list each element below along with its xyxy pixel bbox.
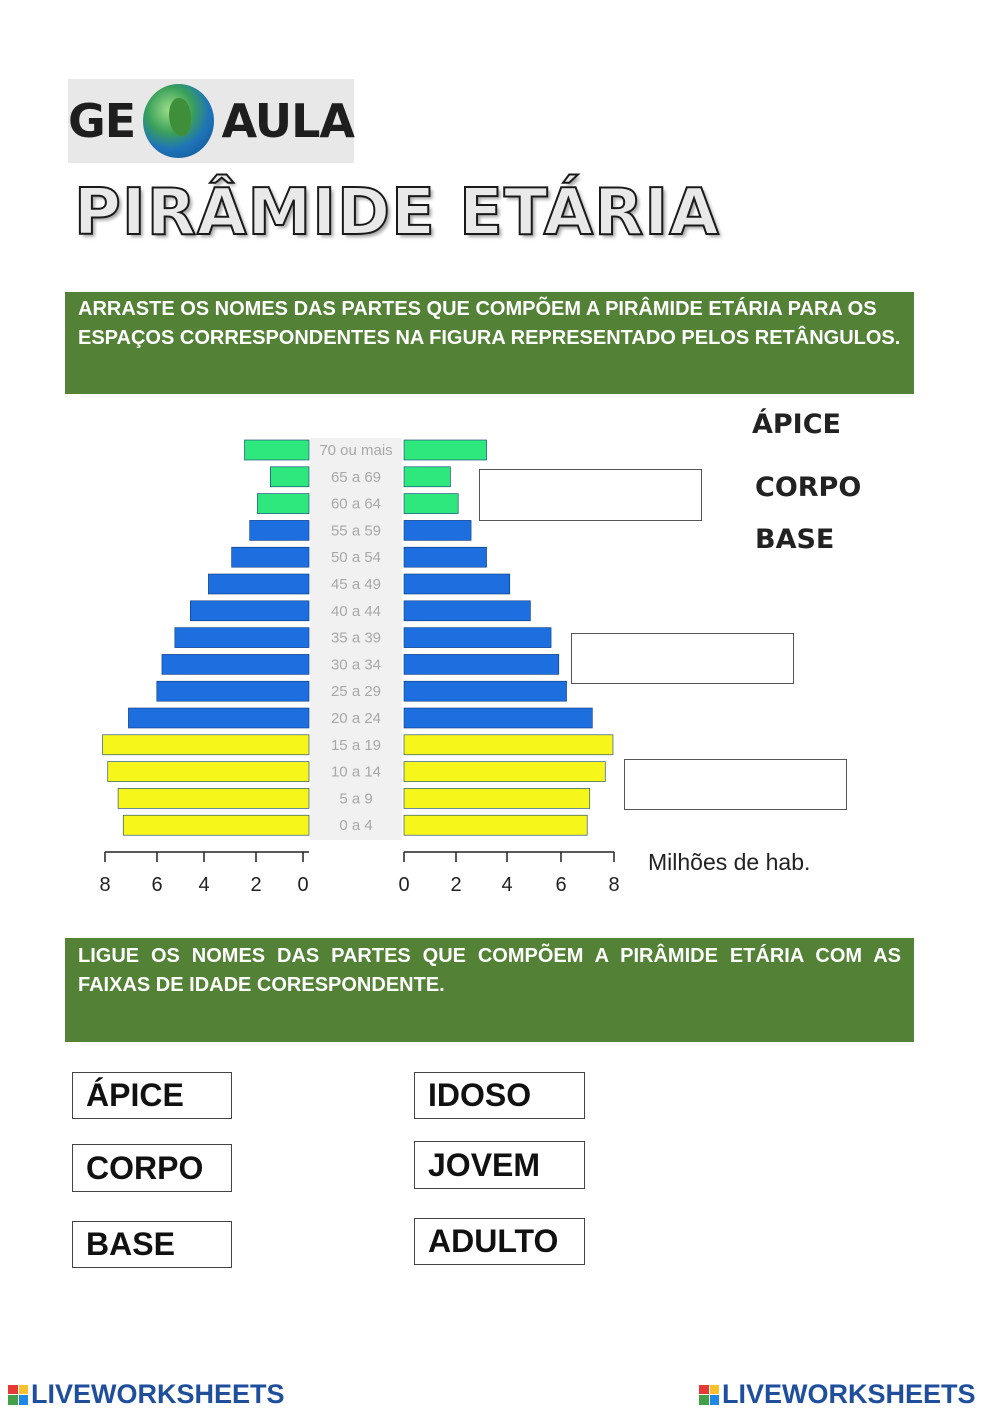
bar-right [404, 547, 487, 567]
bar-left [208, 574, 309, 594]
age-group-label: 35 a 39 [330, 629, 382, 647]
logo-right-text: AULA [221, 94, 354, 148]
bar-right [404, 654, 559, 674]
brand-text-right: LIVEWORKSHEETS [722, 1379, 976, 1409]
match-left-corpo[interactable]: CORPO [72, 1144, 232, 1192]
logo-left-text: GE [68, 94, 136, 148]
x-tick-label-right: 6 [555, 874, 567, 896]
bar-left [257, 494, 309, 514]
match-right-jovem[interactable]: JOVEM [414, 1141, 585, 1189]
drag-word-corpo[interactable]: CORPO [755, 472, 862, 503]
geoaula-logo [68, 79, 354, 163]
bar-left [108, 762, 309, 782]
unit-label: Milhões de hab. [648, 849, 811, 875]
bar-left [245, 440, 310, 460]
bar-left [103, 735, 309, 755]
bar-left [270, 467, 309, 487]
age-group-label: 25 a 29 [330, 683, 382, 701]
x-tick-label-left: 8 [99, 874, 111, 896]
bar-right [404, 467, 450, 487]
x-tick-label-right: 8 [608, 874, 620, 896]
x-tick-label-left: 0 [297, 874, 309, 896]
bar-right [404, 440, 487, 460]
bar-left [128, 708, 309, 728]
drag-word-apice[interactable]: ÁPICE [752, 409, 841, 440]
x-tick-label-left: 4 [198, 874, 210, 896]
globe-icon [143, 84, 213, 158]
liveworksheets-brand-left [8, 1379, 285, 1410]
x-tick-label-right: 0 [398, 874, 410, 896]
drag-word-base[interactable]: BASE [755, 524, 835, 555]
bar-left [162, 654, 309, 674]
drop-box-corpo[interactable] [571, 633, 794, 684]
bar-right [404, 628, 551, 648]
bar-left [118, 788, 309, 808]
age-group-label: 70 ou mais [319, 442, 393, 459]
bar-left [175, 628, 309, 648]
bar-left [190, 601, 309, 621]
age-group-label: 55 a 59 [330, 522, 382, 540]
brand-text-left: LIVEWORKSHEETS [31, 1379, 285, 1409]
match-left-apice[interactable]: ÁPICE [72, 1072, 232, 1119]
bar-right [404, 601, 530, 621]
page-title: PIRÂMIDE ETÁRIA [74, 176, 720, 250]
bar-right [404, 574, 510, 594]
age-group-label: 10 a 14 [330, 763, 382, 781]
bar-right [404, 494, 458, 514]
age-group-label: 60 a 64 [330, 495, 382, 513]
age-group-label: 45 a 49 [330, 576, 382, 593]
match-right-adulto[interactable]: ADULTO [414, 1218, 585, 1265]
drop-box-apice[interactable] [479, 469, 702, 521]
age-group-label: 15 a 19 [330, 736, 382, 754]
match-right-idoso[interactable]: IDOSO [414, 1072, 585, 1119]
x-tick-label-left: 6 [151, 874, 163, 896]
instruction-banner-match: LIGUE OS NOMES DAS PARTES QUE COMPÕEM A PIRÂMIDE ETÁRIA COM AS FAIXAS DE IDADE CORESPONDENTE. [65, 938, 914, 1042]
age-group-label: 5 a 9 [339, 790, 373, 808]
x-tick-label-left: 2 [250, 874, 262, 896]
age-group-label: 50 a 54 [330, 549, 382, 567]
x-tick-label-right: 4 [501, 874, 513, 896]
age-group-label: 30 a 34 [330, 656, 382, 674]
bar-left [250, 520, 309, 540]
bar-left [123, 815, 309, 835]
age-group-label: 40 a 44 [330, 602, 382, 620]
liveworksheets-icon [699, 1385, 719, 1405]
age-group-label: 65 a 69 [330, 468, 382, 486]
bar-right [404, 708, 592, 728]
match-left-base[interactable]: BASE [72, 1221, 232, 1268]
liveworksheets-icon [8, 1385, 28, 1405]
bar-left [232, 547, 309, 567]
drop-box-base[interactable] [624, 759, 847, 810]
bar-right [404, 735, 613, 755]
bar-right [404, 815, 587, 835]
age-group-label: 0 a 4 [339, 817, 373, 835]
bar-right [404, 681, 567, 701]
x-tick-label-right: 2 [450, 874, 462, 896]
bar-left [157, 681, 309, 701]
bar-right [404, 762, 605, 782]
instruction-banner-drag: ARRASTE OS NOMES DAS PARTES QUE COMPÕEM A PIRÂMIDE ETÁRIA PARA OS ESPAÇOS CORRESPONDENTES NA FIGURA REPRESENTADO PELOS RETÂNGULOS. [65, 292, 914, 394]
bar-right [404, 520, 471, 540]
age-group-label: 20 a 24 [330, 710, 382, 727]
liveworksheets-brand-right [699, 1379, 976, 1410]
bar-right [404, 788, 590, 808]
